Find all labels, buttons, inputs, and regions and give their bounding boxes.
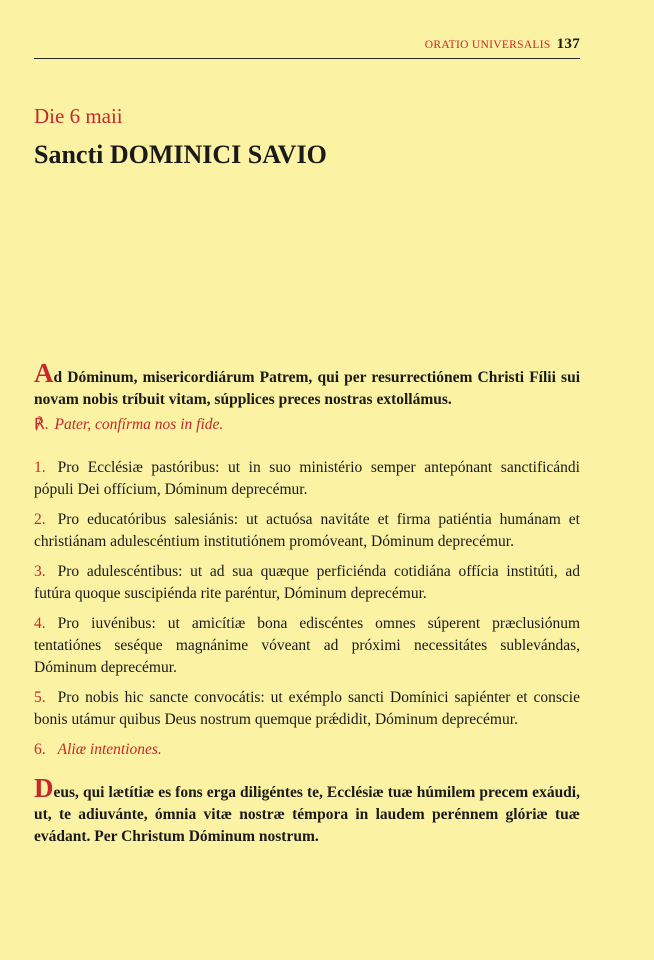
intention-number: 3.: [34, 563, 46, 580]
intention-number: 6.: [34, 741, 46, 758]
drop-initial: D: [34, 773, 54, 803]
page: [34, 0, 580, 960]
drop-initial: A: [34, 358, 54, 388]
intention-text: Pro educatóribus salesiánis: ut actuósa navitáte et firma patiéntia humánam et christiánam adulescéntium institutiónem promóveant, Dóminum deprecémur.: [34, 511, 580, 550]
running-header: [34, 36, 580, 53]
intention-item: [34, 687, 580, 731]
response-text: Pater, confírma nos in fide.: [54, 416, 224, 433]
introduction-text: d Dóminum, misericordiárum Patrem, qui per resurrectiónem Christi Fílii sui novam nobis tríbuit vitam, súpplices preces nostras extollámus.: [34, 369, 580, 408]
intention-text: Pro Ecclésiæ pastóribus: ut in suo ministério semper antepónant sanctificándi pópuli Dei offícium, Dóminum deprecémur.: [34, 459, 580, 498]
intention-item: [34, 509, 580, 553]
page-number: 137: [556, 36, 580, 52]
header-rule: [34, 58, 580, 59]
feast-date: Die 6 maii: [34, 104, 123, 128]
concluding-prayer: [34, 773, 580, 848]
intention-number: 2.: [34, 511, 46, 528]
intention-item: [34, 613, 580, 679]
intention-item-other: [34, 739, 580, 761]
intention-text: Aliæ intentiones.: [57, 741, 162, 758]
saint-title: Sancti DOMINICI SAVIO: [34, 140, 327, 169]
intention-text: Pro adulescéntibus: ut ad sua quæque perficiénda cotidiána offícia institúti, ad futúra quoque suscipiénda rite paréntur, Dóminum deprecémur.: [34, 563, 580, 602]
intention-text: Pro nobis hic sancte convocátis: ut exémplo sancti Domínici sapiénter et conscie bonis utámur quibus Deus nostrum quemque prǽdidit, Dóminum deprecémur.: [34, 689, 580, 728]
running-title: ORATIO UNIVERSALIS: [424, 39, 551, 51]
intention-text: Pro iuvénibus: ut amicítiæ bona ediscéntes omnes súperent præclusiónum tentatiónes seséque magnánime vóveant ad próximi necessitátes sublevándas, Dóminum deprecémur.: [34, 615, 580, 676]
intention-item: [34, 561, 580, 605]
intention-number: 1.: [34, 459, 46, 476]
response-symbol: ℟.: [34, 416, 49, 433]
intention-item: [34, 457, 580, 501]
response-line: [34, 414, 580, 436]
introduction-paragraph: [34, 358, 580, 411]
prayer-text: eus, qui lætítiæ es fons erga diligéntes te, Ecclésiæ tuæ húmilem precem exáudi, ut, te adiuvánte, ómnia vitæ nostræ témpora in laudem perénnem glóriæ tuæ evádant. Per Christum Dóminum nostrum.: [34, 784, 580, 845]
intention-number: 5.: [34, 689, 46, 706]
intention-number: 4.: [34, 615, 46, 632]
intentions-list: [34, 457, 580, 769]
